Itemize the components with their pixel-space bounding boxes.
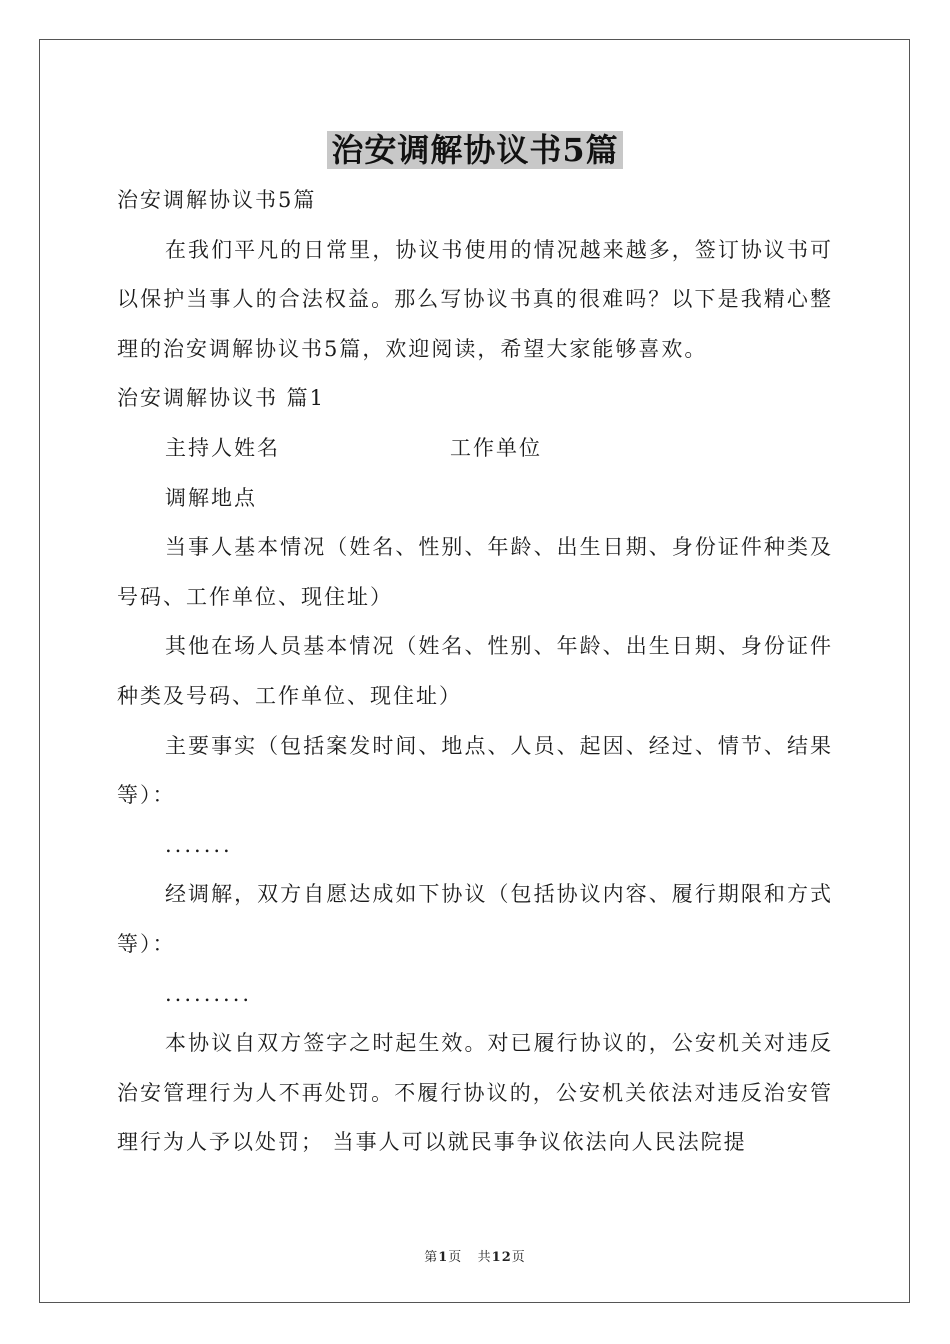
page-number: 1 xyxy=(438,1250,449,1265)
ellipsis-dots: ......... xyxy=(165,981,253,1006)
work-unit-label: 工作单位 xyxy=(450,435,542,460)
agreement-paragraph: 经调解，双方自愿达成如下协议（包括协议内容、履行期限和方式等）： xyxy=(117,882,833,956)
host-name-label: 主持人姓名 xyxy=(165,435,280,460)
mediation-location-label: 调解地点 xyxy=(165,485,257,510)
main-facts-paragraph: 主要事实（包括案发时间、地点、人员、起因、经过、情节、结果等）： xyxy=(117,733,833,808)
parties-info-paragraph: 当事人基本情况（姓名、性别、年龄、出生日期、身份证件种类及号码、工作单位、现住址） xyxy=(117,535,833,609)
host-work-unit-line xyxy=(117,424,833,474)
intro-paragraph: 在我们平凡的日常里，协议书使用的情况越来越多，签订协议书可以保护当事人的合法权益。那么写协议书真的很难吗？以下是我精心整理的治安调解协议书5篇，欢迎阅读，希望大家能够喜欢。 xyxy=(117,237,833,361)
ellipsis-dots: ....... xyxy=(165,832,233,857)
page-prefix: 第 xyxy=(424,1250,439,1265)
page-middle: 页 共 xyxy=(448,1250,492,1265)
effect-clause-paragraph: 本协议自双方签字之时起生效。对已履行协议的，公安机关对违反治安管理行为人不再处罚。不履行协议的，公安机关依法对违反治安管理行为人予以处罚； 当事人可以就民事争议依法向人民法院提 xyxy=(117,1031,833,1155)
document-title-text: 治安调解协议书5篇 xyxy=(327,131,622,169)
section-heading: 治安调解协议书 篇1 xyxy=(117,386,326,411)
page-footer xyxy=(0,1246,950,1265)
document-title xyxy=(0,126,950,174)
page-total: 12 xyxy=(491,1250,512,1265)
document-body xyxy=(117,176,833,1168)
page-suffix: 页 xyxy=(511,1250,526,1265)
document-subtitle: 治安调解协议书5篇 xyxy=(117,188,317,212)
others-info-paragraph: 其他在场人员基本情况（姓名、性别、年龄、出生日期、身份证件种类及号码、工作单位、现住址） xyxy=(117,634,833,708)
